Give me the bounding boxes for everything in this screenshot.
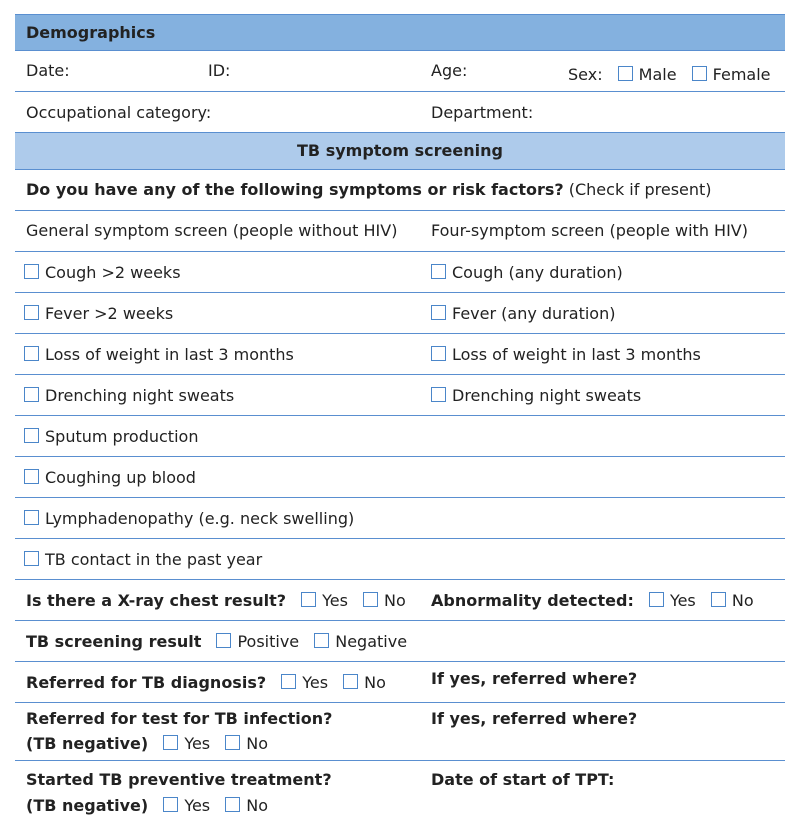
- referred-inf-no-checkbox[interactable]: [225, 735, 240, 750]
- symptom-row: [15, 334, 785, 375]
- general-item-checkbox[interactable]: [24, 551, 39, 566]
- symptom-row: [15, 375, 785, 416]
- general-item: Cough >2 weeks: [24, 263, 181, 283]
- four-item: Cough (any duration): [431, 263, 623, 283]
- general-item-checkbox[interactable]: [24, 387, 39, 402]
- occupation-label: Occupational category:: [26, 103, 212, 122]
- department-label: Department:: [431, 103, 534, 122]
- screening-title: TB symptom screening: [297, 141, 503, 160]
- screening-question-row: [15, 170, 785, 211]
- xray-question: Is there a X-ray chest result? Yes No: [26, 591, 406, 610]
- four-symptom-header: Four-symptom screen (people with HIV): [431, 221, 748, 240]
- demographics-header: [15, 14, 785, 51]
- screening-question: Do you have any of the following symptoms or risk factors? (Check if present): [26, 180, 712, 199]
- started-tpt-row: [15, 761, 785, 823]
- tpt-no-checkbox[interactable]: [225, 797, 240, 812]
- abnormality-yes-checkbox[interactable]: [649, 592, 664, 607]
- four-item-checkbox[interactable]: [431, 305, 446, 320]
- male-label: Male: [638, 65, 677, 84]
- general-item-checkbox[interactable]: [24, 428, 39, 443]
- general-item: Lymphadenopathy (e.g. neck swelling): [24, 509, 354, 529]
- demographics-title: Demographics: [26, 23, 156, 42]
- general-item-checkbox[interactable]: [24, 305, 39, 320]
- symptom-row: [15, 539, 785, 580]
- general-screen-header: General symptom screen (people without HIV): [26, 221, 398, 240]
- general-item-checkbox[interactable]: [24, 264, 39, 279]
- tb-screening-form: [15, 14, 785, 823]
- four-item: Drenching night sweats: [431, 386, 641, 406]
- female-checkbox[interactable]: [692, 66, 707, 81]
- id-label: ID:: [208, 61, 231, 80]
- symptom-row: [15, 293, 785, 334]
- general-item: Fever >2 weeks: [24, 304, 173, 324]
- started-tpt-options: (TB negative) Yes No: [26, 796, 268, 815]
- referred-inf-yes-checkbox[interactable]: [163, 735, 178, 750]
- symptom-row: [15, 252, 785, 293]
- referred-infection-where-label: If yes, referred where?: [431, 709, 638, 728]
- referred-infection-row: [15, 703, 785, 761]
- general-item: TB contact in the past year: [24, 550, 262, 570]
- demographics-row-2: [15, 92, 785, 133]
- xray-row: [15, 580, 785, 621]
- referred-diagnosis-row: [15, 662, 785, 703]
- symptom-row: [15, 457, 785, 498]
- general-item: Coughing up blood: [24, 468, 196, 488]
- general-item: Loss of weight in last 3 months: [24, 345, 294, 365]
- referred-infection-question: Referred for test for TB infection?: [26, 709, 333, 728]
- symptom-row: [15, 416, 785, 457]
- started-tpt-question: Started TB preventive treatment?: [26, 770, 332, 789]
- referred-infection-options: (TB negative) Yes No: [26, 734, 268, 753]
- negative-checkbox[interactable]: [314, 633, 329, 648]
- age-label: Age:: [431, 61, 468, 80]
- date-label: Date:: [26, 61, 70, 80]
- referred-dx-no-checkbox[interactable]: [343, 674, 358, 689]
- abnormality-question: Abnormality detected: Yes No: [431, 591, 754, 610]
- tpt-yes-checkbox[interactable]: [163, 797, 178, 812]
- four-item-checkbox[interactable]: [431, 264, 446, 279]
- four-item: Fever (any duration): [431, 304, 615, 324]
- female-label: Female: [712, 65, 771, 84]
- referred-where-label: If yes, referred where?: [431, 669, 638, 688]
- abnormality-no-checkbox[interactable]: [711, 592, 726, 607]
- screening-result-row: [15, 621, 785, 662]
- xray-no-checkbox[interactable]: [363, 592, 378, 607]
- positive-checkbox[interactable]: [216, 633, 231, 648]
- demographics-row-1: [15, 51, 785, 92]
- sex-label: Sex:: [568, 65, 603, 84]
- tpt-start-date-label: Date of start of TPT:: [431, 770, 615, 789]
- referred-diagnosis-question: Referred for TB diagnosis? Yes No: [26, 673, 386, 692]
- male-checkbox[interactable]: [618, 66, 633, 81]
- four-item: Loss of weight in last 3 months: [431, 345, 701, 365]
- xray-yes-checkbox[interactable]: [301, 592, 316, 607]
- screening-result: TB screening result Positive Negative: [26, 632, 408, 651]
- sex-field: [568, 65, 771, 85]
- general-item: Drenching night sweats: [24, 386, 234, 406]
- general-item-checkbox[interactable]: [24, 346, 39, 361]
- screen-column-headers: [15, 211, 785, 252]
- screening-header: [15, 133, 785, 170]
- four-item-checkbox[interactable]: [431, 387, 446, 402]
- four-item-checkbox[interactable]: [431, 346, 446, 361]
- general-item: Sputum production: [24, 427, 198, 447]
- general-item-checkbox[interactable]: [24, 469, 39, 484]
- referred-dx-yes-checkbox[interactable]: [281, 674, 296, 689]
- symptom-row: [15, 498, 785, 539]
- general-item-checkbox[interactable]: [24, 510, 39, 525]
